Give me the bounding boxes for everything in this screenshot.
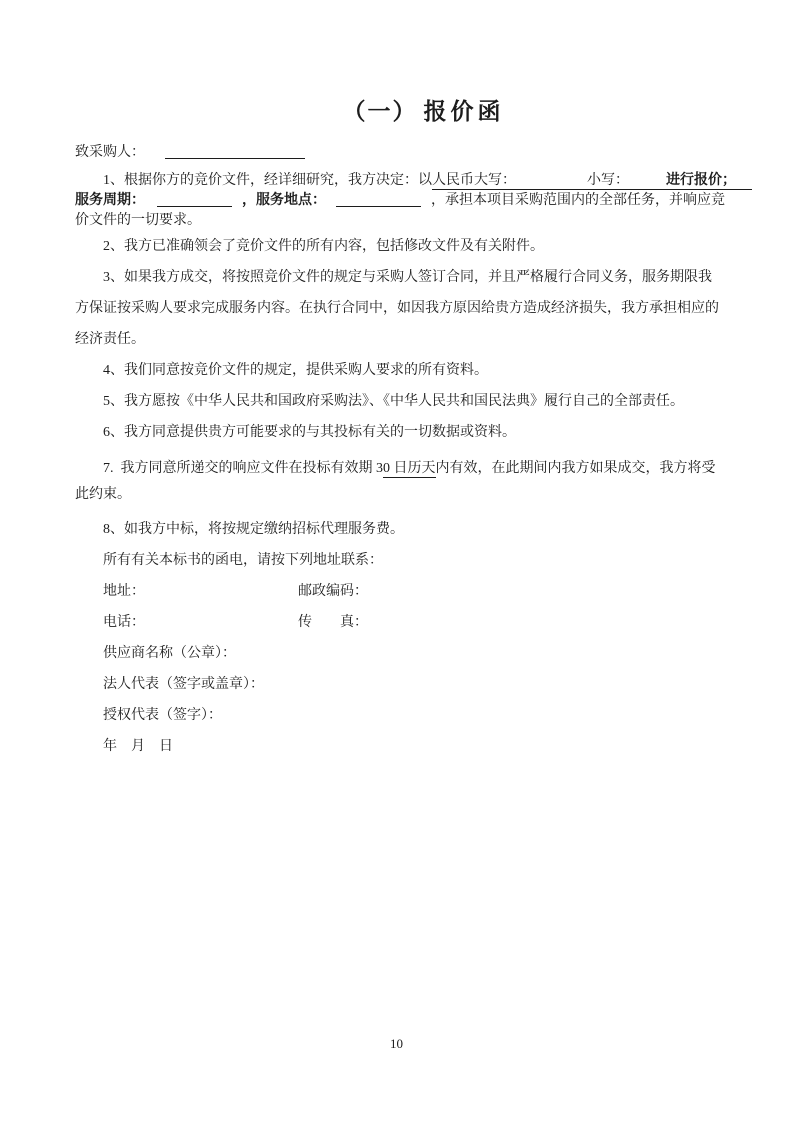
paragraph-7-line-1 — [75, 456, 718, 482]
paragraph-3-line-3: 经济责任。 — [75, 332, 145, 347]
paragraph-7-lead-text: 7. 我方同意所递交的响应文件在投标有效期 3 — [103, 461, 383, 476]
paragraph-2: 2、我方已准确领会了竞价文件的所有内容，包括修改文件及有关附件。 — [103, 239, 544, 254]
page-content — [0, 96, 793, 762]
paragraph-7-tail-text: 内有效，在此期间内我方如果成交，我方将受 — [435, 461, 716, 476]
purchaser-name-blank — [165, 157, 305, 159]
fax-label: 传 真： — [298, 615, 368, 630]
paragraph-1-lead-text: 1、根据你方的竞价文件，经详细研究，我方决定：以 — [103, 173, 432, 188]
paragraph-3-line-2: 方保证按采购人要求完成服务内容。在执行合同中，如因我方原因给贵方造成经济损失，我方承担相应的 — [75, 301, 719, 316]
paragraph-4: 4、我们同意按竞价文件的规定，提供采购人要求的所有资料。 — [103, 363, 488, 378]
paragraph-5: 5、我方愿按《中华人民共和国政府采购法》、《中华人民共和国民法典》履行自己的全部责任。 — [103, 394, 684, 409]
date-line: 年 月 日 — [103, 739, 173, 754]
service-period-label: 服务周期： — [75, 193, 145, 208]
address-line — [75, 576, 718, 607]
phone-line — [75, 607, 718, 638]
section-title-prefix: （一） — [342, 99, 418, 124]
service-location-blank — [336, 205, 421, 207]
paragraph-1-line-2 — [75, 191, 725, 211]
address-label: 地址： — [103, 584, 145, 599]
salutation-line — [75, 141, 718, 165]
service-location-label: ，服务地点： — [242, 193, 326, 208]
price-underlined-group — [432, 173, 752, 190]
paragraph-6: 6、我方同意提供贵方可能要求的与其投标有关的一切数据或资料。 — [103, 425, 516, 440]
validity-days-underlined: 0 日历天 — [383, 461, 436, 476]
section-title-text: 报价函 — [423, 98, 505, 124]
paragraph-3-line-1: 3、如果我方成交，将按照竞价文件的规定与采购人签订合同，并且严格履行合同义务，服务期限我 — [103, 270, 712, 285]
paragraph-1-line-3: 价文件的一切要求。 — [75, 213, 201, 228]
rmb-small-blank — [629, 183, 666, 184]
paragraph-1-tail-text: ，承担本项目采购范围内的全部任务，并响应竞 — [431, 193, 725, 208]
paragraph-8: 8、如我方中标，将按规定缴纳招标代理服务费。 — [103, 522, 404, 537]
supplier-name-line: 供应商名称（公章）： — [103, 646, 236, 661]
postcode-label: 邮政编码： — [298, 584, 368, 599]
salutation-label: 致采购人： — [75, 145, 145, 160]
phone-label: 电话： — [103, 615, 145, 630]
quote-action-text: 进行报价； — [666, 173, 736, 188]
paragraph-7-line-2: 此约束。 — [75, 487, 131, 502]
rmb-capital-label: 人民币大写： — [432, 173, 516, 188]
contact-intro-line: 所有有关本标书的函电，请按下列地址联系： — [103, 553, 383, 568]
legal-rep-line: 法人代表（签字或盖章）： — [103, 677, 264, 692]
service-period-blank — [157, 205, 232, 207]
paragraph-1-line-1 — [75, 171, 736, 191]
rmb-capital-blank — [516, 183, 587, 184]
section-title — [102, 96, 745, 127]
page-number: 10 — [390, 1036, 403, 1051]
rmb-small-label: 小写： — [587, 173, 629, 188]
auth-rep-line: 授权代表（签字）： — [103, 708, 222, 723]
trailing-blank — [736, 183, 752, 184]
